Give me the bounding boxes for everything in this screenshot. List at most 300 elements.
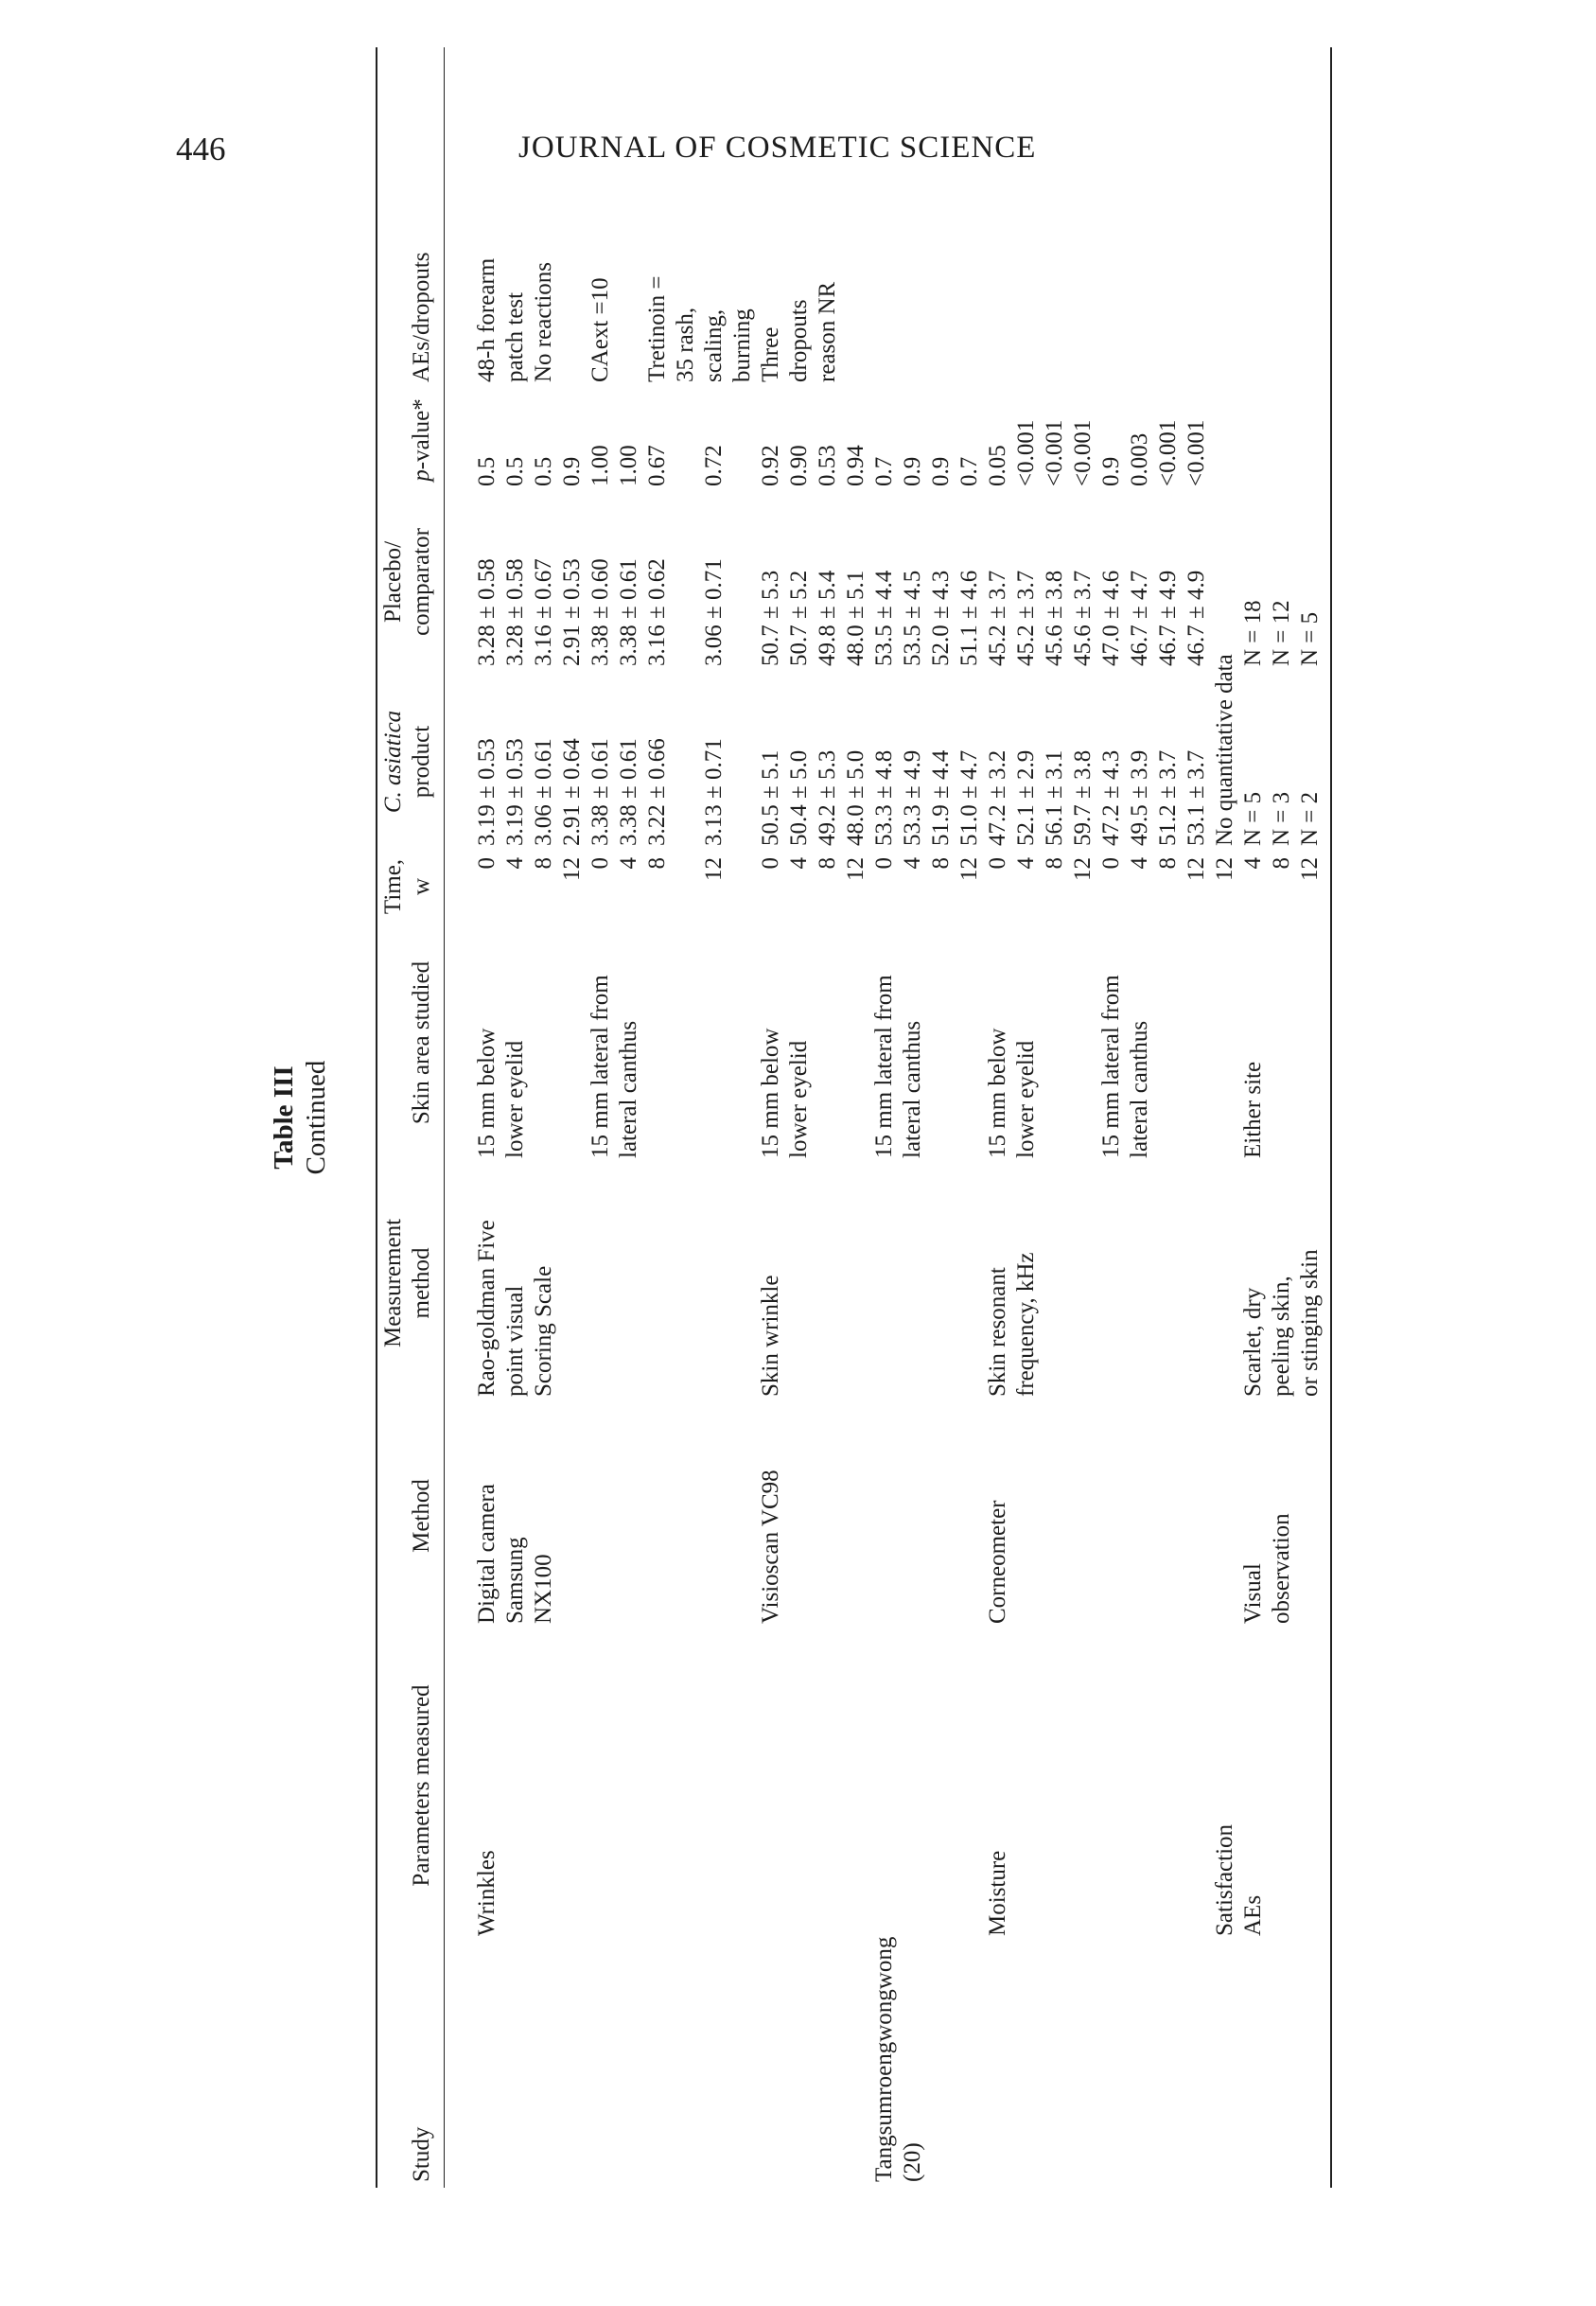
cell-p bbox=[1211, 388, 1239, 492]
cell-meas bbox=[672, 1164, 700, 1402]
cell-meas bbox=[728, 1164, 757, 1402]
header-aes: AEs/dropouts bbox=[409, 252, 434, 382]
results-table bbox=[379, 47, 1324, 2188]
cell-param bbox=[870, 1629, 899, 1942]
cell-method: NX100 bbox=[531, 1554, 556, 1624]
cell-time: 8 bbox=[815, 857, 840, 870]
cell-meas: peeling skin, bbox=[1269, 1276, 1294, 1397]
cell-prod: 53.3 ± 4.9 bbox=[900, 749, 925, 846]
cell-time: 4 bbox=[1127, 857, 1152, 870]
cell-study bbox=[728, 1942, 757, 2188]
cell-meas bbox=[1097, 1164, 1126, 1402]
cell-param: Satisfaction bbox=[1212, 1823, 1237, 1936]
cell-meas bbox=[927, 1164, 956, 1402]
cell-prod: 48.0 ± 5.0 bbox=[843, 749, 868, 846]
cell-param: AEs bbox=[1240, 1894, 1266, 1936]
cell-meas bbox=[870, 1164, 899, 1402]
table-row bbox=[587, 47, 615, 2188]
cell-meas bbox=[700, 1164, 728, 1402]
table-row bbox=[984, 47, 1012, 2188]
cell-skin bbox=[558, 922, 587, 1164]
cell-ae: dropouts bbox=[786, 299, 812, 382]
cell-p: 0.9 bbox=[1098, 456, 1124, 486]
cell-p: <0.001 bbox=[1070, 419, 1096, 486]
cell-plac: 47.0 ± 4.6 bbox=[1098, 570, 1124, 666]
cell-plac: 3.28 ± 0.58 bbox=[474, 558, 500, 666]
cell-p: 0.5 bbox=[474, 456, 500, 486]
cell-skin: lower eyelid bbox=[1013, 1040, 1039, 1158]
header-method: Method bbox=[409, 1479, 434, 1553]
cell-ae bbox=[870, 47, 899, 388]
cell-study bbox=[1069, 1942, 1097, 2188]
cell-method bbox=[870, 1402, 899, 1629]
table-row bbox=[1126, 47, 1154, 2188]
cell-plac: 51.1 ± 4.6 bbox=[956, 570, 982, 666]
cell-skin bbox=[956, 922, 984, 1164]
cell-study bbox=[757, 1942, 785, 2188]
cell-prod: 47.2 ± 3.2 bbox=[985, 749, 1010, 846]
cell-study bbox=[1211, 1942, 1239, 2188]
cell-study bbox=[1012, 1942, 1041, 2188]
cell-ae bbox=[1012, 47, 1041, 388]
cell-study bbox=[643, 1942, 672, 2188]
table-row bbox=[757, 47, 785, 2188]
cell-param bbox=[1268, 1629, 1296, 1942]
cell-plac: 3.16 ± 0.62 bbox=[644, 558, 670, 666]
cell-p: 1.00 bbox=[616, 445, 641, 486]
cell-ae bbox=[1154, 47, 1183, 388]
cell-param bbox=[1012, 1629, 1041, 1942]
cell-time: 12 bbox=[559, 857, 585, 881]
cell-time bbox=[672, 852, 700, 922]
cell-prod: No quantitative data bbox=[1212, 654, 1237, 846]
cell-plac: N = 18 bbox=[1240, 600, 1266, 666]
cell-method bbox=[587, 1402, 615, 1629]
cell-study bbox=[956, 1942, 984, 2188]
cell-meas bbox=[558, 1164, 587, 1402]
cell-method bbox=[1097, 1402, 1126, 1629]
cell-param bbox=[728, 1629, 757, 1942]
cell-plac: 53.5 ± 4.4 bbox=[871, 570, 897, 666]
cell-meas bbox=[814, 1164, 842, 1402]
cell-skin: lower eyelid bbox=[786, 1040, 812, 1158]
cell-p: 0.90 bbox=[786, 445, 812, 486]
cell-method bbox=[785, 1402, 814, 1629]
page-number: 446 bbox=[176, 131, 226, 167]
header-placebo: Placebo/ comparator bbox=[380, 528, 434, 636]
cell-plac: 3.16 ± 0.67 bbox=[531, 558, 556, 666]
cell-ae bbox=[1069, 47, 1097, 388]
cell-prod bbox=[728, 672, 757, 852]
cell-plac: 52.0 ± 4.3 bbox=[928, 570, 954, 666]
table-row bbox=[899, 47, 927, 2188]
table-row bbox=[870, 47, 899, 2188]
cell-method: Digital camera bbox=[474, 1484, 500, 1624]
cell-meas bbox=[842, 1164, 870, 1402]
cell-ae: Three bbox=[758, 326, 783, 382]
cell-meas: frequency, kHz bbox=[1013, 1252, 1039, 1397]
cell-skin: 15 mm lateral from bbox=[1098, 975, 1124, 1158]
cell-ae: 48-h forearm bbox=[474, 257, 500, 382]
cell-prod: 53.1 ± 3.7 bbox=[1184, 749, 1209, 846]
cell-study bbox=[615, 1942, 643, 2188]
cell-plac: N = 5 bbox=[1297, 611, 1323, 666]
cell-param: Wrinkles bbox=[474, 1850, 500, 1936]
cell-meas bbox=[899, 1164, 927, 1402]
cell-time: 4 bbox=[1240, 857, 1266, 870]
cell-p bbox=[1268, 388, 1296, 492]
cell-param bbox=[558, 1629, 587, 1942]
cell-meas bbox=[785, 1164, 814, 1402]
cell-time bbox=[728, 852, 757, 922]
table-row bbox=[700, 47, 728, 2188]
cell-study bbox=[927, 1942, 956, 2188]
cell-p: 0.9 bbox=[900, 456, 925, 486]
cell-param bbox=[842, 1629, 870, 1942]
cell-meas: point visual bbox=[502, 1285, 528, 1397]
table-title: Table III bbox=[269, 1065, 299, 1170]
table-row bbox=[672, 47, 700, 2188]
cell-plac: 48.0 ± 5.1 bbox=[843, 570, 868, 666]
cell-param bbox=[757, 1629, 785, 1942]
cell-ae bbox=[842, 47, 870, 388]
table-row bbox=[1012, 47, 1041, 2188]
cell-method bbox=[927, 1402, 956, 1629]
cell-skin bbox=[814, 922, 842, 1164]
cell-prod: N = 2 bbox=[1297, 791, 1323, 846]
cell-meas bbox=[587, 1164, 615, 1402]
cell-study bbox=[1296, 1942, 1324, 2188]
cell-p: 0.5 bbox=[531, 456, 556, 486]
cell-time: 12 bbox=[1184, 857, 1209, 881]
cell-method bbox=[1069, 1402, 1097, 1629]
cell-study bbox=[700, 1942, 728, 2188]
cell-study bbox=[1268, 1942, 1296, 2188]
cell-param bbox=[927, 1629, 956, 1942]
cell-time: 8 bbox=[1155, 857, 1181, 870]
cell-param bbox=[1069, 1629, 1097, 1942]
cell-ae: CAext =10 bbox=[588, 277, 613, 382]
cell-prod: 3.13 ± 0.71 bbox=[701, 738, 727, 846]
table-row bbox=[1239, 47, 1268, 2188]
cell-meas: Rao-goldman Five bbox=[474, 1220, 500, 1397]
table-row bbox=[956, 47, 984, 2188]
cell-p: 0.05 bbox=[985, 445, 1010, 486]
cell-param bbox=[1296, 1629, 1324, 1942]
cell-prod: 59.7 ± 3.8 bbox=[1070, 749, 1096, 846]
header-time: Time, w bbox=[380, 858, 434, 915]
cell-ae bbox=[1296, 47, 1324, 388]
cell-prod: 3.19 ± 0.53 bbox=[474, 738, 500, 846]
cell-plac: 46.7 ± 4.9 bbox=[1155, 570, 1181, 666]
cell-param bbox=[1041, 1629, 1069, 1942]
cell-prod bbox=[672, 672, 700, 852]
cell-p: <0.001 bbox=[1184, 419, 1209, 486]
cell-meas bbox=[1211, 1164, 1239, 1402]
cell-method bbox=[558, 1402, 587, 1629]
cell-study bbox=[1126, 1942, 1154, 2188]
cell-p: 0.9 bbox=[928, 456, 954, 486]
cell-method bbox=[672, 1402, 700, 1629]
cell-time: 4 bbox=[786, 857, 812, 870]
cell-ae bbox=[956, 47, 984, 388]
cell-prod: 50.4 ± 5.0 bbox=[786, 749, 812, 846]
cell-time: 0 bbox=[1098, 857, 1124, 870]
cell-study bbox=[842, 1942, 870, 2188]
cell-prod: 3.19 ± 0.53 bbox=[502, 738, 528, 846]
bottom-rule bbox=[1330, 47, 1332, 2188]
cell-meas bbox=[956, 1164, 984, 1402]
cell-ae bbox=[1239, 47, 1268, 388]
cell-method: Visual bbox=[1240, 1563, 1266, 1624]
cell-p: 0.94 bbox=[843, 445, 868, 486]
cell-skin bbox=[927, 922, 956, 1164]
cell-ae bbox=[984, 47, 1012, 388]
header-measurement-method: Measurement method bbox=[380, 1218, 434, 1348]
cell-study: Tangsumroengwongwong bbox=[871, 1936, 897, 2182]
cell-prod: 51.9 ± 4.4 bbox=[928, 749, 954, 846]
cell-ae: Tretinoin = bbox=[644, 275, 670, 382]
cell-plac: 45.6 ± 3.8 bbox=[1042, 570, 1067, 666]
cell-time: 12 bbox=[1212, 857, 1237, 881]
cell-skin bbox=[672, 922, 700, 1164]
cell-ae: 35 rash, bbox=[673, 307, 698, 382]
cell-prod: 3.22 ± 0.66 bbox=[644, 738, 670, 846]
table-row bbox=[615, 47, 643, 2188]
cell-time: 0 bbox=[985, 857, 1010, 870]
cell-skin bbox=[1211, 922, 1239, 1164]
cell-ae bbox=[615, 47, 643, 388]
cell-ae: burning bbox=[729, 308, 755, 382]
table-row bbox=[842, 47, 870, 2188]
cell-skin bbox=[1154, 922, 1183, 1164]
cell-p: 0.7 bbox=[871, 456, 897, 486]
cell-meas bbox=[1183, 1164, 1211, 1402]
cell-p: 0.003 bbox=[1127, 432, 1152, 486]
cell-prod: 2.91 ± 0.64 bbox=[559, 738, 585, 846]
cell-param bbox=[1126, 1629, 1154, 1942]
cell-time: 4 bbox=[900, 857, 925, 870]
table-caption bbox=[268, 47, 332, 2188]
cell-study bbox=[501, 1942, 530, 2188]
cell-prod: 52.1 ± 2.9 bbox=[1013, 749, 1039, 846]
table-row bbox=[785, 47, 814, 2188]
cell-skin bbox=[530, 922, 558, 1164]
table-row bbox=[473, 47, 501, 2188]
cell-time: 12 bbox=[1070, 857, 1096, 881]
cell-time: 0 bbox=[758, 857, 783, 870]
cell-study bbox=[814, 1942, 842, 2188]
cell-skin: lateral canthus bbox=[616, 1020, 641, 1158]
table-row bbox=[1268, 47, 1296, 2188]
cell-method: Visioscan VC98 bbox=[758, 1470, 783, 1624]
cell-p: 0.92 bbox=[758, 445, 783, 486]
cell-method bbox=[842, 1402, 870, 1629]
cell-time: 0 bbox=[588, 857, 613, 870]
table-row bbox=[501, 47, 530, 2188]
cell-param bbox=[501, 1629, 530, 1942]
cell-meas: Scoring Scale bbox=[531, 1265, 556, 1397]
cell-meas: or stinging skin bbox=[1297, 1249, 1323, 1397]
table-row bbox=[1097, 47, 1126, 2188]
cell-p: 1.00 bbox=[588, 445, 613, 486]
cell-param bbox=[530, 1629, 558, 1942]
table-row bbox=[1296, 47, 1324, 2188]
cell-p bbox=[1239, 388, 1268, 492]
cell-p: <0.001 bbox=[1013, 419, 1039, 486]
cell-meas: Skin wrinkle bbox=[758, 1275, 783, 1397]
cell-plac bbox=[672, 492, 700, 672]
cell-skin bbox=[1268, 922, 1296, 1164]
cell-p: <0.001 bbox=[1042, 419, 1067, 486]
cell-time: 0 bbox=[871, 857, 897, 870]
cell-param bbox=[1097, 1629, 1126, 1942]
cell-method: Samsung bbox=[502, 1537, 528, 1624]
cell-prod: 51.2 ± 3.7 bbox=[1155, 749, 1181, 846]
cell-param bbox=[956, 1629, 984, 1942]
cell-plac: 46.7 ± 4.7 bbox=[1127, 570, 1152, 666]
cell-time: 12 bbox=[701, 857, 727, 881]
cell-study bbox=[587, 1942, 615, 2188]
cell-ae: No reactions bbox=[531, 261, 556, 382]
header-pvalue: p-value* bbox=[409, 398, 434, 482]
table-row bbox=[1154, 47, 1183, 2188]
cell-ae bbox=[927, 47, 956, 388]
cell-method bbox=[728, 1402, 757, 1629]
cell-param: Moisture bbox=[985, 1850, 1010, 1936]
cell-prod: 49.2 ± 5.3 bbox=[815, 749, 840, 846]
cell-param bbox=[615, 1629, 643, 1942]
cell-prod: 56.1 ± 3.1 bbox=[1042, 749, 1067, 846]
cell-method: observation bbox=[1269, 1513, 1294, 1624]
cell-plac: 45.2 ± 3.7 bbox=[1013, 570, 1039, 666]
cell-ae bbox=[558, 47, 587, 388]
header-product: C. asiatica product bbox=[380, 710, 434, 814]
cell-skin bbox=[842, 922, 870, 1164]
cell-method bbox=[1183, 1402, 1211, 1629]
cell-skin bbox=[700, 922, 728, 1164]
cell-plac: 2.91 ± 0.53 bbox=[559, 558, 585, 666]
cell-skin: 15 mm lateral from bbox=[588, 975, 613, 1158]
cell-meas: Skin resonant bbox=[985, 1267, 1010, 1397]
cell-ae bbox=[899, 47, 927, 388]
cell-method bbox=[615, 1402, 643, 1629]
cell-ae: patch test bbox=[502, 291, 528, 382]
cell-param bbox=[899, 1629, 927, 1942]
cell-study bbox=[1154, 1942, 1183, 2188]
cell-prod: 47.2 ± 4.3 bbox=[1098, 749, 1124, 846]
cell-plac: 46.7 ± 4.9 bbox=[1184, 570, 1209, 666]
table-row bbox=[530, 47, 558, 2188]
cell-study bbox=[1239, 1942, 1268, 2188]
cell-study bbox=[558, 1942, 587, 2188]
cell-skin: 15 mm lateral from bbox=[871, 975, 897, 1158]
table-header-row bbox=[379, 47, 445, 2188]
cell-skin bbox=[643, 922, 672, 1164]
cell-study bbox=[530, 1942, 558, 2188]
cell-study bbox=[785, 1942, 814, 2188]
cell-method: Corneometer bbox=[985, 1500, 1010, 1624]
running-head: JOURNAL OF COSMETIC SCIENCE bbox=[518, 131, 1037, 165]
cell-skin: 15 mm below bbox=[474, 1028, 500, 1158]
cell-param bbox=[1154, 1629, 1183, 1942]
cell-ae bbox=[1183, 47, 1211, 388]
table-row bbox=[814, 47, 842, 2188]
cell-study bbox=[984, 1942, 1012, 2188]
cell-p: <0.001 bbox=[1155, 419, 1181, 486]
cell-study bbox=[1041, 1942, 1069, 2188]
cell-p: 0.5 bbox=[502, 456, 528, 486]
cell-skin bbox=[728, 922, 757, 1164]
table-row bbox=[1183, 47, 1211, 2188]
table-row bbox=[1211, 47, 1239, 2188]
cell-prod: 3.38 ± 0.61 bbox=[588, 738, 613, 846]
cell-p bbox=[1296, 388, 1324, 492]
cell-meas bbox=[615, 1164, 643, 1402]
cell-method bbox=[1154, 1402, 1183, 1629]
top-rule bbox=[376, 47, 377, 2188]
cell-prod: N = 5 bbox=[1240, 791, 1266, 846]
cell-method bbox=[1012, 1402, 1041, 1629]
cell-meas bbox=[1069, 1164, 1097, 1402]
cell-time: 8 bbox=[644, 857, 670, 870]
cell-plac: N = 12 bbox=[1269, 600, 1294, 666]
cell-prod: 51.0 ± 4.7 bbox=[956, 749, 982, 846]
cell-method bbox=[643, 1402, 672, 1629]
cell-time: 0 bbox=[474, 857, 500, 870]
cell-meas bbox=[1041, 1164, 1069, 1402]
cell-method bbox=[1211, 1402, 1239, 1629]
cell-prod: 50.5 ± 5.1 bbox=[758, 749, 783, 846]
table-row bbox=[1041, 47, 1069, 2188]
cell-plac: 3.06 ± 0.71 bbox=[701, 558, 727, 666]
cell-study bbox=[473, 1942, 501, 2188]
cell-study: (20) bbox=[900, 2142, 925, 2182]
cell-param bbox=[672, 1629, 700, 1942]
cell-skin: lateral canthus bbox=[900, 1020, 925, 1158]
cell-plac bbox=[1211, 492, 1239, 672]
cell-meas bbox=[1154, 1164, 1183, 1402]
cell-prod: 3.06 ± 0.61 bbox=[531, 738, 556, 846]
cell-plac: 45.6 ± 3.7 bbox=[1070, 570, 1096, 666]
cell-skin bbox=[1183, 922, 1211, 1164]
cell-method bbox=[1126, 1402, 1154, 1629]
cell-skin: 15 mm below bbox=[985, 1028, 1010, 1158]
cell-param bbox=[700, 1629, 728, 1942]
rotated-table-region bbox=[268, 47, 1460, 2188]
cell-plac: 49.8 ± 5.4 bbox=[815, 570, 840, 666]
cell-plac: 53.5 ± 4.5 bbox=[900, 570, 925, 666]
cell-ae bbox=[1211, 47, 1239, 388]
header-parameters: Parameters measured bbox=[409, 1684, 434, 1887]
cell-p: 0.53 bbox=[815, 445, 840, 486]
cell-prod: 53.3 ± 4.8 bbox=[871, 749, 897, 846]
cell-plac bbox=[728, 492, 757, 672]
cell-study bbox=[672, 1942, 700, 2188]
cell-plac: 50.7 ± 5.3 bbox=[758, 570, 783, 666]
table-row bbox=[728, 47, 757, 2188]
header-skin-area: Skin area studied bbox=[409, 960, 434, 1125]
cell-method bbox=[700, 1402, 728, 1629]
cell-time: 12 bbox=[1297, 857, 1323, 881]
cell-ae: reason NR bbox=[815, 281, 840, 382]
cell-skin bbox=[1041, 922, 1069, 1164]
table-row bbox=[558, 47, 587, 2188]
cell-ae bbox=[1268, 47, 1296, 388]
cell-ae: scaling, bbox=[701, 308, 727, 382]
cell-time: 4 bbox=[502, 857, 528, 870]
cell-p: 0.9 bbox=[559, 456, 585, 486]
